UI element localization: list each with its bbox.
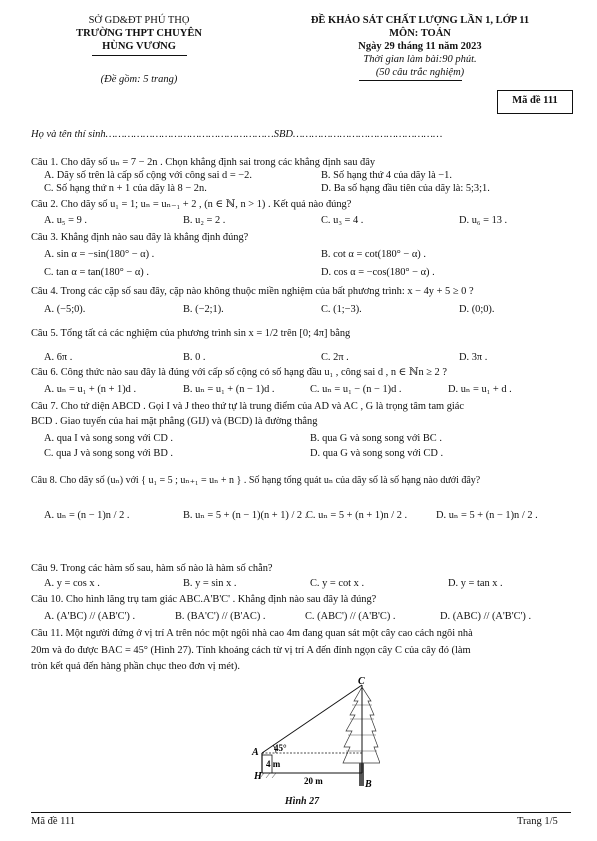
question-8-stem: Câu 8. Cho dãy số (uₙ) với { u₁ = 5 ; uₙ₊₁ = uₙ + n } . Số hạng tổng quát uₙ của dãy số là số hạng nào dưới đây? xyxy=(31,475,481,486)
question-11-line-3: tròn kết quả đến hàng phần chục theo đơn vị mét). xyxy=(31,661,240,672)
question-8-option-d[interactable]: D. uₙ = 5 + (n − 1)n / 2 . xyxy=(436,510,538,521)
question-10-option-a[interactable]: A. (A'BC) // (AB'C') . xyxy=(44,611,136,622)
question-6-stem: Câu 6. Công thức nào sau đây là đúng với cấp số cộng có số hạng đầu u₁ , công sai d , n ∈ ℕn ≥ 2 ? xyxy=(31,367,447,378)
label-distance: 20 m xyxy=(304,776,323,786)
question-8-option-c[interactable]: C. uₙ = 5 + (n + 1)n / 2 . xyxy=(306,510,408,521)
question-count: (50 câu trắc nghiệm) xyxy=(375,67,465,78)
question-3-option-b[interactable]: B. cot α = cot(180° − α) . xyxy=(321,249,426,260)
question-11-line-2: 20m và đo được BAC = 45° (Hình 27). Tính khoảng cách từ vị trí A đến đỉnh ngọn cây C của cây đó (làm xyxy=(31,645,471,656)
question-7-option-a[interactable]: A. qua I và song song với CD . xyxy=(44,433,174,444)
question-10-stem: Câu 10. Cho hình lăng trụ tam giác ABC.A'B'C' . Khẳng định nào sau đây là đúng? xyxy=(31,594,377,605)
question-6-option-b[interactable]: B. uₙ = u₁ + (n − 1)d . xyxy=(183,384,275,395)
question-10-option-c[interactable]: C. (ABC') // (A'B'C) . xyxy=(305,611,396,622)
question-2-option-d[interactable]: D. u₆ = 13 . xyxy=(459,215,508,226)
question-5-option-d[interactable]: D. 3π . xyxy=(459,352,488,363)
question-1-option-c[interactable]: C. Số hạng thứ n + 1 của dãy là 8 − 2n. xyxy=(44,183,207,194)
exam-title: ĐỀ KHẢO SÁT CHẤT LƯỢNG LẦN 1, LỚP 11 xyxy=(310,15,530,26)
question-4-option-b[interactable]: B. (−2;1). xyxy=(183,304,224,315)
figure-27-diagram xyxy=(240,675,380,800)
question-1-option-a[interactable]: A. Dãy số trên là cấp số cộng với công sai d = −2. xyxy=(44,170,252,181)
question-4-option-a[interactable]: A. (−5;0). xyxy=(44,304,86,315)
question-4-option-c[interactable]: C. (1;−3). xyxy=(321,304,362,315)
question-3-stem: Câu 3. Khẳng định nào sau đây là khẳng định đúng? xyxy=(31,232,249,243)
question-9-option-c[interactable]: C. y = cot x . xyxy=(310,578,365,589)
question-9-option-d[interactable]: D. y = tan x . xyxy=(448,578,503,589)
question-9-option-b[interactable]: B. y = sin x . xyxy=(183,578,237,589)
question-7-stem-line-2: BCD . Giao tuyến của hai mặt phẳng (GIJ) và (BCD) là đường thẳng xyxy=(31,416,318,427)
question-1-option-b[interactable]: B. Số hạng thứ 4 của dãy là −1. xyxy=(321,170,452,181)
question-8-option-b[interactable]: B. uₙ = 5 + (n − 1)(n + 1) / 2 . xyxy=(183,510,308,521)
label-angle: 45° xyxy=(274,743,287,753)
question-6-option-c[interactable]: C. uₙ = u₁ − (n − 1)d . xyxy=(310,384,402,395)
school-name-2: HÙNG VƯƠNG xyxy=(102,41,176,52)
question-7-option-d[interactable]: D. qua G và song song với CD . xyxy=(310,448,444,459)
exam-subject: MÔN: TOÁN xyxy=(389,28,451,39)
question-8-option-a[interactable]: A. uₙ = (n − 1)n / 2 . xyxy=(44,510,130,521)
footer-page-number: Trang 1/5 xyxy=(517,816,558,827)
question-2-option-a[interactable]: A. u₅ = 9 . xyxy=(44,215,87,226)
question-2-option-b[interactable]: B. u₂ = 2 . xyxy=(183,215,226,226)
question-2-stem: Câu 2. Cho dãy số u₁ = 1; uₙ = uₙ₋₁ + 2 , (n ∈ ℕ, n > 1) . Kết quả nào đúng? xyxy=(31,199,352,210)
exam-date: Ngày 29 tháng 11 năm 2023 xyxy=(358,41,482,52)
question-11-line-1: Câu 11. Một người đứng ở vị trí A trên nóc một ngôi nhà cao 4m đang quan sát một cây cao cách ngôi nhà xyxy=(31,628,473,639)
label-height: 4 m xyxy=(266,759,281,769)
question-4-stem: Câu 4. Trong các cặp số sau đây, cặp nào không thuộc miền nghiệm của bất phương trình: x − 4y + 5 ≥ 0 ? xyxy=(31,286,474,297)
label-a: A xyxy=(252,747,259,758)
question-9-option-a[interactable]: A. y = cos x . xyxy=(44,578,100,589)
page-count: (Đề gồm: 5 trang) xyxy=(100,74,178,85)
footer-exam-code: Mã đề 111 xyxy=(31,816,76,827)
school-underline xyxy=(92,55,187,56)
exam-code: Mã đề 111 xyxy=(512,95,558,106)
question-5-stem: Câu 5. Tổng tất cả các nghiệm của phương trình sin x = 1/2 trên [0; 4π] bằng xyxy=(31,328,351,339)
count-underline xyxy=(359,80,462,81)
question-5-option-a[interactable]: A. 6π . xyxy=(44,352,73,363)
question-6-option-d[interactable]: D. uₙ = u₁ + d . xyxy=(448,384,512,395)
question-3-option-c[interactable]: C. tan α = tan(180° − α) . xyxy=(44,267,149,278)
label-b: B xyxy=(365,779,372,790)
exam-time: Thời gian làm bài:90 phút. xyxy=(363,54,477,65)
student-info-line: Họ và tên thí sinh………………………………………………SBD………………………………………… xyxy=(31,129,443,140)
question-3-option-a[interactable]: A. sin α = −sin(180° − α) . xyxy=(44,249,155,260)
question-10-option-b[interactable]: B. (BA'C') // (B'AC) . xyxy=(175,611,266,622)
ground-hatch xyxy=(260,773,276,778)
question-5-option-b[interactable]: B. 0 . xyxy=(183,352,206,363)
question-10-option-d[interactable]: D. (ABC) // (A'B'C') . xyxy=(440,611,532,622)
question-7-option-b[interactable]: B. qua G và song song với BC . xyxy=(310,433,442,444)
question-7-option-c[interactable]: C. qua J và song song với BD . xyxy=(44,448,174,459)
question-4-option-d[interactable]: D. (0;0). xyxy=(459,304,495,315)
question-5-option-c[interactable]: C. 2π . xyxy=(321,352,349,363)
label-c: C xyxy=(358,676,365,687)
question-1-stem: Câu 1. Cho dãy số uₙ = 7 − 2n . Chọn khẳng định sai trong các khẳng định sau đây xyxy=(31,157,376,168)
label-h: H xyxy=(254,771,262,782)
school-name-1: TRƯỜNG THPT CHUYÊN xyxy=(76,28,202,39)
question-7-stem-line-1: Câu 7. Cho tứ diện ABCD . Gọi I và J theo thứ tự là trung điểm của AD và AC , G là trọng tâm tam giác xyxy=(31,401,465,412)
department: SỞ GD&ĐT PHÚ THỌ xyxy=(88,15,190,26)
footer-rule xyxy=(31,812,571,813)
question-3-option-d[interactable]: D. cos α = −cos(180° − α) . xyxy=(321,267,435,278)
question-2-option-c[interactable]: C. u₃ = 4 . xyxy=(321,215,364,226)
question-6-option-a[interactable]: A. uₙ = u₁ + (n + 1)d . xyxy=(44,384,137,395)
question-9-stem: Câu 9. Trong các hàm số sau, hàm số nào là hàm số chẵn? xyxy=(31,563,273,574)
question-1-option-d[interactable]: D. Ba số hạng đầu tiên của dãy là: 5;3;1. xyxy=(321,183,490,194)
figure-caption: Hình 27 xyxy=(284,796,320,807)
